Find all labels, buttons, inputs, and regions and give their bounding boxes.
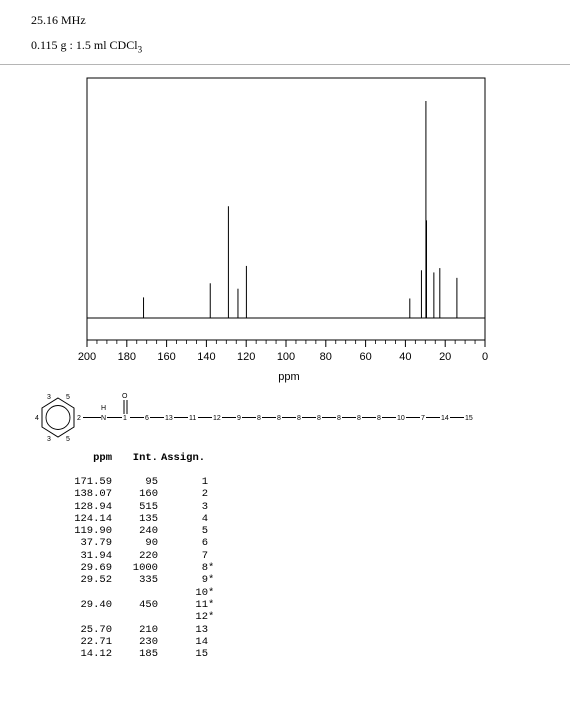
oxygen-label: O <box>122 393 128 400</box>
header-assign: Assign. <box>160 452 206 464</box>
cell-ppm: 29.40 <box>80 598 112 611</box>
nitrogen-label: N <box>101 415 107 422</box>
c1-label: 1 <box>123 415 127 422</box>
chain-atom-label: 8 <box>297 415 301 422</box>
table-row <box>62 636 222 648</box>
x-tick-label: 60 <box>359 351 372 363</box>
chain-atom-label: 8 <box>337 415 341 422</box>
table-row <box>62 488 222 500</box>
cell-ppm: 37.79 <box>80 537 112 550</box>
table-row <box>62 513 222 525</box>
x-tick-label: 80 <box>319 351 332 363</box>
x-axis-label: ppm <box>278 371 300 383</box>
chain-atom-label: 9 <box>237 415 241 422</box>
chain-atom-label: 8 <box>357 415 361 422</box>
ring-label-2: 2 <box>77 415 81 422</box>
chain-atom-label: 12 <box>213 415 221 422</box>
ring-label-5-bottom: 5 <box>66 436 70 443</box>
chain-atom-label: 13 <box>165 415 173 422</box>
cell-intensity: 1000 <box>132 562 158 575</box>
cell-mark <box>208 624 222 636</box>
cell-mark: * <box>208 611 215 624</box>
cell-ppm: 22.71 <box>80 635 112 648</box>
cell-ppm: 14.12 <box>80 648 112 661</box>
ring-label-3-top: 3 <box>47 394 51 401</box>
plot-frame <box>87 78 485 340</box>
cell-assign: 14 <box>195 635 208 648</box>
table-row <box>62 562 222 574</box>
chain-atom-label: 8 <box>317 415 321 422</box>
x-tick-label: 0 <box>481 351 489 363</box>
cell-intensity: 210 <box>139 623 158 636</box>
cell-assign: 1 <box>201 476 208 488</box>
cell-mark <box>208 488 222 500</box>
chain-atom-label: 11 <box>189 415 197 422</box>
cell-assign: 9 <box>201 574 208 587</box>
table-row <box>62 537 222 549</box>
table-row <box>62 574 222 586</box>
table-row <box>62 476 222 488</box>
cell-ppm: 171.59 <box>74 476 112 488</box>
x-tick-label: 20 <box>439 351 452 363</box>
cell-intensity: 160 <box>139 488 158 501</box>
peak-table-body <box>62 476 222 660</box>
cell-ppm: 119.90 <box>74 525 112 538</box>
peak-table <box>62 452 222 660</box>
peak-table-header-row <box>62 452 222 476</box>
cell-assign: 12 <box>195 611 208 624</box>
chain-atom-label: 15 <box>465 415 473 422</box>
peaks-group <box>144 101 457 318</box>
ring-label-4: 4 <box>35 415 39 422</box>
cell-assign: 10 <box>195 586 208 599</box>
cell-assign: 8 <box>201 562 208 575</box>
cell-assign: 5 <box>201 525 208 538</box>
cell-intensity: 135 <box>139 512 158 525</box>
chain-atom-label: 10 <box>397 415 405 422</box>
cell-mark <box>208 537 222 549</box>
table-row <box>62 550 222 562</box>
table-row <box>62 624 222 636</box>
cell-intensity: 450 <box>139 598 158 611</box>
chain-atom-label: 8 <box>257 415 261 422</box>
chain-atom-label: 6 <box>145 415 149 422</box>
table-row <box>62 648 222 660</box>
x-tick-label: 140 <box>197 351 216 363</box>
cell-intensity: 95 <box>145 476 158 488</box>
cell-ppm <box>62 587 112 599</box>
cell-assign: 3 <box>201 500 208 513</box>
header-ppm: ppm <box>93 452 112 464</box>
cell-assign: 7 <box>201 549 208 562</box>
x-tick-label: 120 <box>237 351 256 363</box>
cell-intensity: 230 <box>139 635 158 648</box>
x-tick-label: 40 <box>399 351 412 363</box>
cell-assign: 11 <box>195 598 208 611</box>
table-row <box>62 587 222 599</box>
cell-ppm: 138.07 <box>74 488 112 501</box>
cell-mark: * <box>208 574 215 587</box>
cell-mark <box>208 636 222 648</box>
cell-assign: 2 <box>201 488 208 501</box>
cell-intensity: 515 <box>139 500 158 513</box>
chain-atom-label: 8 <box>377 415 381 422</box>
x-axis-ticks <box>78 340 488 363</box>
cell-intensity <box>112 587 158 599</box>
x-tick-label: 180 <box>117 351 136 363</box>
cell-assign: 6 <box>201 537 208 550</box>
ring-label-3-bottom: 3 <box>47 436 51 443</box>
cell-ppm: 25.70 <box>80 623 112 636</box>
chain-atom-label: 7 <box>421 415 425 422</box>
spectrometer-frequency: 25.16 MHz <box>31 13 86 27</box>
aromatic-circle <box>46 406 70 430</box>
cell-intensity: 335 <box>139 574 158 587</box>
table-row <box>62 611 222 623</box>
alkyl-chain <box>130 415 473 422</box>
cell-mark <box>208 550 222 562</box>
chain-atom-label: 8 <box>277 415 281 422</box>
cell-ppm: 128.94 <box>74 500 112 513</box>
cell-mark <box>208 513 222 525</box>
x-tick-label: 160 <box>157 351 176 363</box>
x-tick-label: 200 <box>77 351 97 363</box>
benzene-ring <box>42 398 74 437</box>
sample-text: 0.115 g : 1.5 ml CDCl <box>31 38 138 52</box>
cell-assign: 15 <box>195 648 208 661</box>
cell-ppm: 31.94 <box>80 549 112 562</box>
cell-ppm <box>62 611 112 623</box>
cell-assign: 13 <box>195 623 208 636</box>
cell-mark: * <box>208 586 215 599</box>
cell-mark <box>208 501 222 513</box>
cell-mark <box>208 476 222 488</box>
cell-intensity: 240 <box>139 525 158 538</box>
cell-mark <box>208 525 222 537</box>
cell-intensity <box>112 611 158 623</box>
header-int: Int. <box>132 452 158 464</box>
sample-subscript: 3 <box>137 44 143 55</box>
cell-mark <box>208 648 222 660</box>
hydrogen-label: H <box>101 405 107 412</box>
cell-ppm: 29.69 <box>80 562 112 575</box>
cell-assign: 4 <box>201 512 208 525</box>
cell-ppm: 124.14 <box>74 512 112 525</box>
table-row <box>62 599 222 611</box>
chain-atom-label: 14 <box>441 415 449 422</box>
cell-mark: * <box>208 598 215 611</box>
cell-ppm: 29.52 <box>80 574 112 587</box>
cell-intensity: 185 <box>139 648 158 661</box>
table-row <box>62 525 222 537</box>
cell-mark: * <box>208 562 215 575</box>
ring-label-5-top: 5 <box>66 394 70 401</box>
cell-intensity: 220 <box>139 549 158 562</box>
cell-intensity: 90 <box>145 537 158 550</box>
molecule-structure <box>0 388 570 448</box>
x-tick-label: 100 <box>276 351 296 363</box>
table-row <box>62 501 222 513</box>
